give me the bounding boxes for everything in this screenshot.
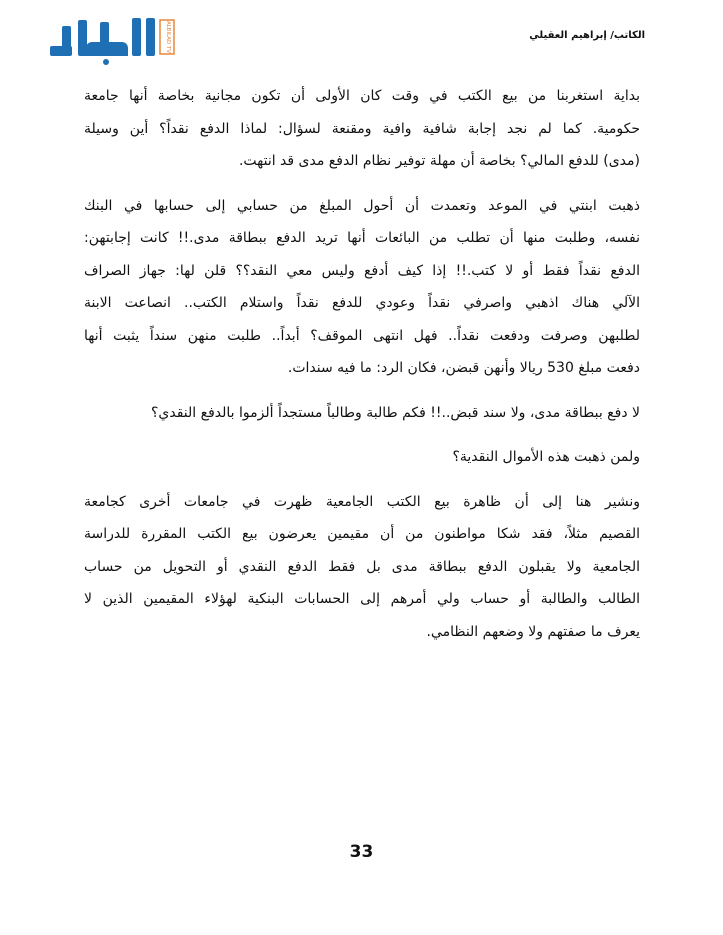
text-line: دفعت مبلغ 530 ريالا وأنهن قبضن، فكان الرد: ما فيه سندات. [287,360,640,376]
text-line: حكومية. كما لم نجد إجابة شافية وافية ومقنعة لسؤال: لماذا الدفع نقداً؟ أين وسيلة [84,120,640,137]
text-line: لا دفع ببطاقة مدى، ولا سند قبض..!! فكم طالبة وطالباً مستجداً ألزموا بالدفع النقدي؟ [150,404,640,421]
text-line: الطالب والطالبة أو حساب ولي أمرهم إلى الحسابات البنكية لهؤلاء المقيمين الذين لا [84,591,640,607]
paragraph-1 [84,80,640,178]
page-number: 33 [349,842,374,862]
article-body [84,80,640,660]
text-line: الجامعية ولا يقبلون الدفع ببطاقة مدى بل فقط الدفع النقدي أو التحويل من حساب [84,558,640,575]
text-line: الدفع نقداً فقط أو لا كتب.!! إذا كيف أدفع وليس معي النقد؟؟ قلن لها: جهاز الصراف [84,262,640,279]
text-line: يعرف ما صفتهم ولا وضعهم النظامي. [426,623,640,640]
paragraph-2 [84,190,640,385]
logo-tag-text: ALBILAD TV [165,20,171,54]
text-line: نفسه، وطلبت منها أن تطلب من البائعات أنها تريد الدفع ببطاقة مدى.!! كانت إجابتهن: [84,230,640,246]
text-line: بداية استغربنا من بيع الكتب في وقت كان الأولى أن تكون مجانية بخاصة أنها جامعة [84,88,640,104]
text-line: لطلبهن وصرفت ودفعت نقداً.. فهل انتهى الموقف؟ أبداً.. طلبت منهن سنداً يثبت أنها [84,327,640,344]
text-line: ولمن ذهبت هذه الأموال النقدية؟ [452,449,640,465]
text-line: ذهبت ابنتي في الموعد وتعمدت أن أحول المبلغ من حسابي إلى حسابها في البنك [84,197,640,214]
paragraph-5 [84,486,640,649]
author-byline: الكاتب/ إبراهيم العقيلي [529,30,645,41]
paragraph-3 [84,397,640,430]
text-line: القصيم مثلاً، فقد شكا مواطنون من أن مقيمين يعرضون بيع الكتب المقررة للدراسة [84,526,640,542]
text-line: (مدى) للدفع المالي؟ بخاصة أن مهلة توفير نظام الدفع مدى قد انتهت. [238,153,640,169]
text-line: ونشير هنا إلى أن ظاهرة بيع الكتب الجامعية ظهرت في جامعات أخرى كجامعة [84,493,640,510]
paragraph-4 [84,441,640,474]
albilad-logo [48,16,180,66]
text-line: الآلي هناك اذهبي واصرفي نقداً وعودي للدفع نقداً واستلام الكتب.. انصاعت الابنة [84,295,640,311]
